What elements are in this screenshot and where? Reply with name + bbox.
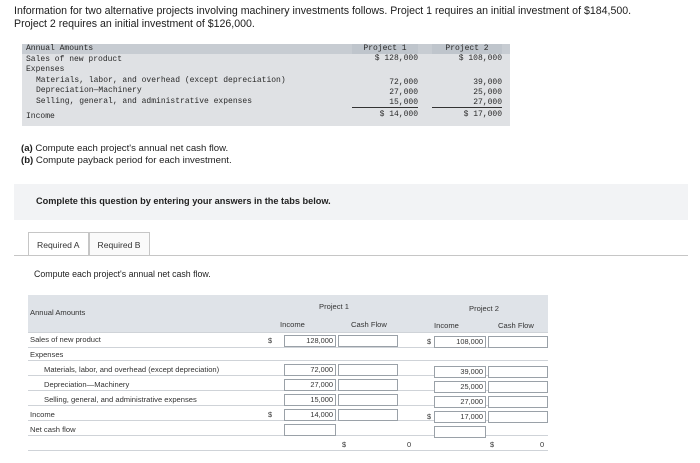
- given-data-table: [22, 44, 510, 126]
- p2-net-cash-flow-value: 0: [540, 440, 545, 449]
- dollar-sign: $: [427, 412, 432, 421]
- p1-materials-cashflow-input[interactable]: [338, 364, 398, 376]
- given-row-p1: 72,000: [389, 78, 418, 87]
- dollar-sign: $: [268, 410, 273, 419]
- project2-header: Project 2: [469, 304, 499, 313]
- given-row-p2: $ 108,000: [458, 54, 502, 63]
- given-row-p2: $ 17,000: [463, 110, 502, 119]
- p2-sales-cashflow-input[interactable]: [488, 336, 548, 348]
- dollar-sign: $: [427, 337, 432, 346]
- row-label-expenses: Expenses: [30, 350, 64, 359]
- given-row-p2: 39,000: [473, 78, 502, 87]
- p1-selling-cashflow-input[interactable]: [338, 394, 398, 406]
- given-row-label: Income: [26, 112, 55, 121]
- given-row-label: Selling, general, and administrative expenses: [36, 97, 253, 106]
- given-row-p2: 27,000: [432, 98, 502, 108]
- tab-bar: [28, 232, 150, 256]
- p2-selling-income-input[interactable]: 27,000: [434, 396, 486, 408]
- given-col2-header: Project 2: [432, 44, 502, 54]
- p1-ncf-income-input[interactable]: [284, 424, 336, 436]
- given-row-p1: 15,000: [352, 98, 418, 108]
- intro-line-2: Project 2 requires an initial investment of $126,000.: [14, 18, 255, 30]
- row-label-income: Income: [30, 410, 55, 419]
- p2-sales-income-input[interactable]: 108,000: [434, 336, 486, 348]
- row-divider: [28, 450, 548, 451]
- given-row-p1: $ 128,000: [374, 54, 418, 63]
- p1-net-cash-flow-value: 0: [407, 440, 412, 449]
- given-row-p2: 25,000: [473, 88, 502, 97]
- tab-required-a[interactable]: Required A: [28, 232, 89, 256]
- p2-materials-cashflow-input[interactable]: [488, 366, 548, 378]
- p1-income-cashflow-input[interactable]: [338, 409, 398, 421]
- question-a: (a) Compute each project's annual net cash flow.: [21, 143, 229, 154]
- instruction-text: Complete this question by entering your answers in the tabs below.: [36, 196, 331, 206]
- project1-header: Project 1: [319, 302, 349, 311]
- question-list: [21, 143, 232, 167]
- given-row-label: Expenses: [26, 65, 65, 74]
- given-row-p1: $ 14,000: [379, 110, 418, 119]
- row-divider: [28, 332, 548, 333]
- p1-depreciation-income-input[interactable]: 27,000: [284, 379, 336, 391]
- p1-depreciation-cashflow-input[interactable]: [338, 379, 398, 391]
- given-row-label: Sales of new product: [26, 55, 123, 64]
- p2-depreciation-cashflow-input[interactable]: [488, 381, 548, 393]
- row-label-selling: Selling, general, and administrative expenses: [44, 395, 197, 404]
- row-divider: [28, 360, 548, 361]
- panel-instruction: Compute each project's annual net cash flow.: [34, 269, 211, 279]
- dollar-sign: $: [342, 440, 347, 449]
- row-label-depreciation: Depreciation—Machinery: [44, 380, 130, 389]
- dollar-sign: $: [490, 440, 495, 449]
- p2-ncf-income-input[interactable]: [434, 426, 486, 438]
- given-col1-header: Project 1: [352, 44, 418, 54]
- answer-header-label: Annual Amounts: [30, 308, 86, 317]
- p2-selling-cashflow-input[interactable]: [488, 396, 548, 408]
- given-row-label: Depreciation—Machinery: [36, 86, 142, 95]
- tab-required-b[interactable]: Required B: [89, 232, 150, 256]
- p2-income-header: Income: [434, 321, 459, 330]
- p2-depreciation-income-input[interactable]: 25,000: [434, 381, 486, 393]
- given-header-label: Annual Amounts: [26, 44, 94, 53]
- p2-income-input[interactable]: 17,000: [434, 411, 486, 423]
- row-label-net-cash-flow: Net cash flow: [30, 425, 76, 434]
- p1-sales-cashflow-input[interactable]: [338, 335, 398, 347]
- p1-income-header: Income: [280, 320, 305, 329]
- p1-sales-income-input[interactable]: 128,000: [284, 335, 336, 347]
- p1-selling-income-input[interactable]: 15,000: [284, 394, 336, 406]
- p2-materials-income-input[interactable]: 39,000: [434, 366, 486, 378]
- p1-income-input[interactable]: 14,000: [284, 409, 336, 421]
- p2-income-cashflow-input[interactable]: [488, 411, 548, 423]
- row-label-sales: Sales of new product: [30, 335, 101, 344]
- question-b: (b) Compute payback period for each investment.: [21, 155, 232, 166]
- problem-intro: [14, 5, 694, 31]
- given-row-p1: 27,000: [389, 88, 418, 97]
- answer-table: [28, 295, 548, 463]
- row-label-materials: Materials, labor, and overhead (except depreciation): [44, 365, 220, 374]
- intro-line-1: Information for two alternative projects involving machinery investments follows. Project 1 requires an initial investment of $184,500.: [14, 5, 632, 17]
- p1-materials-income-input[interactable]: 72,000: [284, 364, 336, 376]
- p1-cashflow-header: Cash Flow: [351, 320, 387, 329]
- given-row-label: Materials, labor, and overhead (except depreciation): [36, 76, 286, 85]
- dollar-sign: $: [268, 336, 273, 345]
- p2-cashflow-header: Cash Flow: [498, 321, 534, 330]
- tab-divider: [14, 255, 688, 256]
